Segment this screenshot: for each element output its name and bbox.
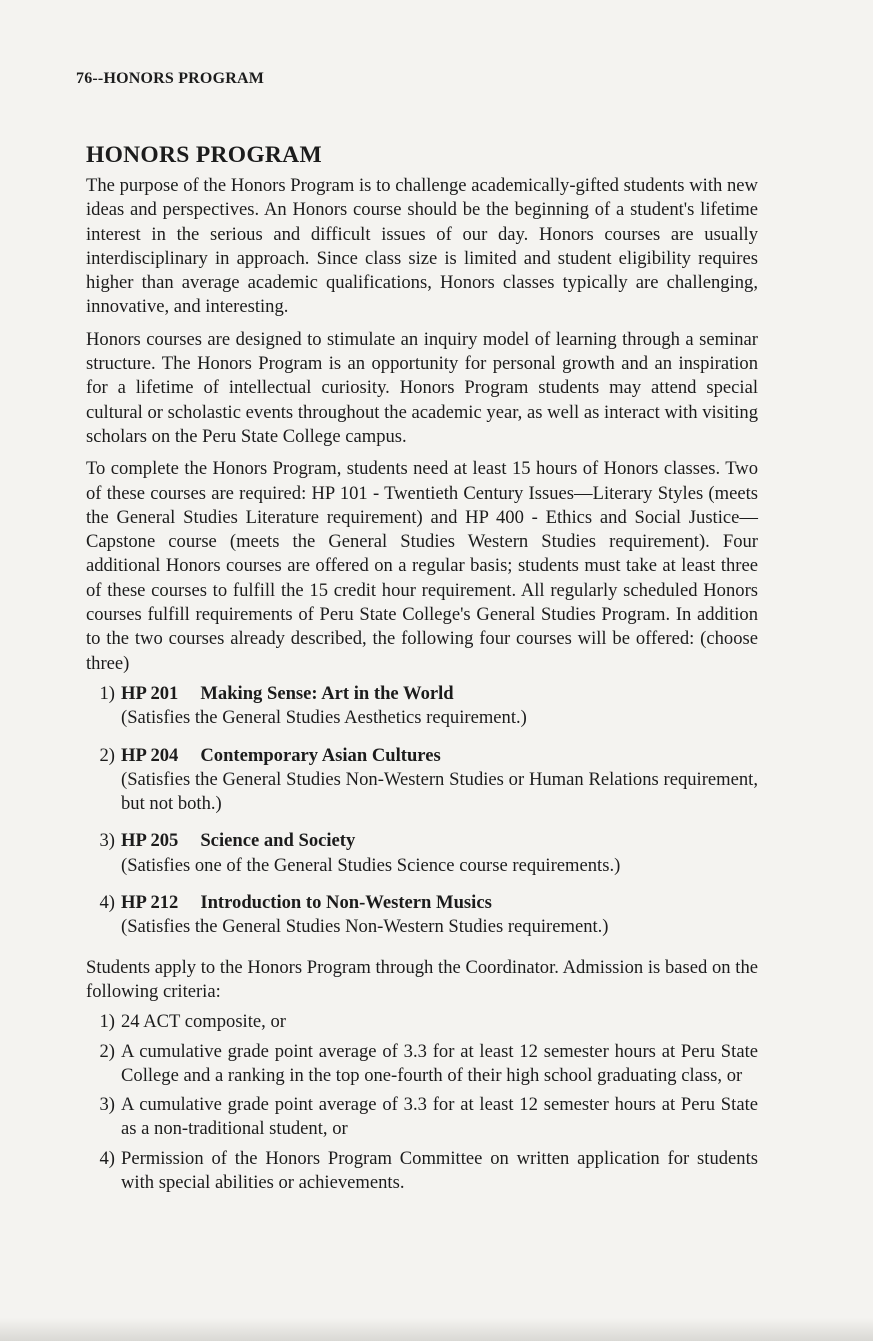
course-item bbox=[86, 682, 758, 739]
list-number: 3) bbox=[99, 830, 115, 852]
criteria-text: A cumulative grade point average of 3.3 for at least 12 semester hours at Peru State as a non-traditional student, or bbox=[121, 1094, 758, 1140]
course-note: (Satisfies the General Studies Non-Western Studies or Human Relations requirement, but not both.) bbox=[121, 768, 758, 815]
course-item bbox=[86, 744, 758, 825]
list-number: 4) bbox=[99, 892, 115, 914]
course-note: (Satisfies the General Studies Aesthetics requirement.) bbox=[121, 707, 527, 729]
list-number: 1) bbox=[99, 1011, 115, 1033]
course-code: HP 205 bbox=[121, 830, 179, 852]
list-number: 2) bbox=[99, 744, 115, 766]
list-number: 4) bbox=[99, 1147, 115, 1169]
course-list bbox=[86, 682, 758, 948]
course-note: (Satisfies the General Studies Non-Western Studies requirement.) bbox=[121, 916, 609, 938]
list-number: 3) bbox=[99, 1094, 115, 1116]
course-title: Making Sense: Art in the World bbox=[200, 682, 454, 704]
course-item bbox=[86, 829, 758, 886]
course-item bbox=[86, 891, 758, 948]
criteria-text: 24 ACT composite, or bbox=[121, 1011, 286, 1033]
criteria-text: Permission of the Honors Program Committee on written application for students with special abilities or achievements. bbox=[121, 1147, 758, 1193]
list-number: 1) bbox=[99, 682, 115, 704]
criteria-item bbox=[86, 1093, 758, 1142]
course-title: Science and Society bbox=[200, 830, 356, 852]
admission-intro: Students apply to the Honors Program through the Coordinator. Admission is based on the following criteria: bbox=[86, 956, 758, 1002]
course-title: Contemporary Asian Cultures bbox=[200, 744, 441, 766]
list-number: 2) bbox=[99, 1040, 115, 1062]
course-code: HP 204 bbox=[121, 744, 179, 766]
paragraph: To complete the Honors Program, students need at least 15 hours of Honors classes. Two of these courses are required: HP 101 - Twentieth Century Issues—Literary Styles (meets the General Studies Literature requirement) and HP 400 - Ethics and Social Justice—Capstone course (meets the General Studies Western Studies requirement). Four additional Honors courses are offered on a regular basis; students must take at least three of these courses to fulfill the 15 credit hour requirement. All regularly scheduled Honors courses fulfill requirements of Peru State College's General Studies Program. In addition to the two courses already described, the following four courses will be offered: (choose three) bbox=[86, 458, 758, 674]
running-head: 76--HONORS PROGRAM bbox=[76, 70, 265, 87]
course-title: Introduction to Non-Western Musics bbox=[200, 892, 492, 914]
criteria-item bbox=[86, 1147, 758, 1196]
page-edge-shadow bbox=[0, 1318, 873, 1341]
section-title: HONORS PROGRAM bbox=[86, 142, 322, 168]
criteria-item bbox=[86, 1010, 758, 1034]
paragraph: The purpose of the Honors Program is to challenge academically-gifted students with new ideas and perspectives. An Honors course should be the beginning of a student's lifetime interest in the serious and difficult issues of our day. Honors courses are usually interdisciplinary in approach. Since class size is limited and student eligibility requires higher than average academic qualifications, Honors classes typically are challenging, innovative, and interesting. bbox=[86, 175, 758, 318]
criteria-text: A cumulative grade point average of 3.3 for at least 12 semester hours at Peru State College and a ranking in the top one-fourth of their high school graduating class, or bbox=[121, 1040, 758, 1086]
criteria-list bbox=[86, 1010, 758, 1195]
criteria-item bbox=[86, 1040, 758, 1089]
paragraph: Honors courses are designed to stimulate an inquiry model of learning through a seminar structure. The Honors Program is an opportunity for personal growth and an inspiration for a lifetime of intellectual curiosity. Honors Program students may attend special cultural or scholastic events throughout the academic year, as well as interact with visiting scholars on the Peru State College campus. bbox=[86, 328, 758, 447]
course-code: HP 212 bbox=[121, 892, 179, 914]
course-code: HP 201 bbox=[121, 682, 179, 704]
course-note: (Satisfies one of the General Studies Science course requirements.) bbox=[121, 854, 621, 876]
body-text bbox=[86, 174, 758, 1203]
